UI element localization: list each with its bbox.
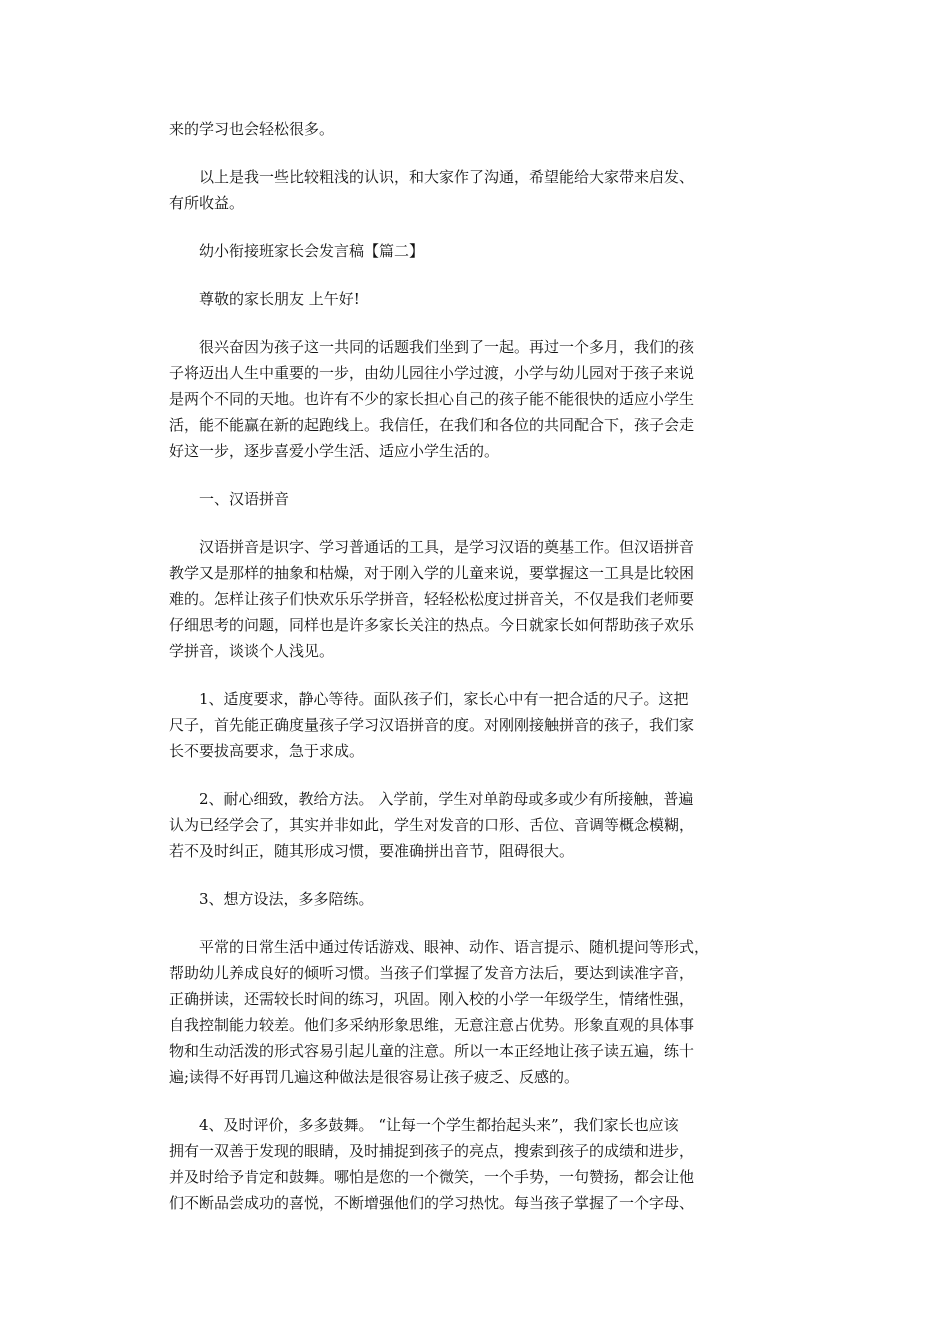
paragraph-pinyin: 汉语拼音是识字、学习普通话的工具，是学习汉语的奠基工作。但汉语拼音 教学又是那样的抽象和枯燥，对于刚入学的儿童来说，要掌握这一工具是比较困 难的。怎样让孩子们快欢乐乐学拼音，轻轻松松度过拼音关，不仅是我们老师要 仔细思考的问题，同样也是许多家长关注的热点。今日就家长如何帮助孩子欢乐 学拼音，谈谈个人浅见。 xyxy=(169,538,695,660)
heading-pinyin: 一、汉语拼音 xyxy=(199,490,290,508)
greeting: 尊敬的家长朋友 上午好! xyxy=(199,290,360,308)
paragraph-point-2: 2、耐心细致，教给方法。 入学前，学生对单韵母或多或少有所接触，普遍 认为已经学会了，其实并非如此，学生对发音的口形、舌位、音调等概念模糊， 若不及时纠正，随其形成习惯，要准确拼出音节，阻碍很大。 xyxy=(169,790,695,860)
section-title: 幼小衔接班家长会发言稿【篇二】 xyxy=(199,242,425,260)
document-page xyxy=(169,116,779,1238)
paragraph-point-4: 4、及时评价，多多鼓舞。 “让每一个学生都抬起头来”，我们家长也应该 拥有一双善于发现的眼睛，及时捕捉到孩子的亮点，搜索到孩子的成绩和进步， 并及时给予肯定和鼓舞。哪怕是您的一个微笑，一个手势，一句赞扬，都会让他 们不断品尝成功的喜悦，不断增强他们的学习热忱。每当孩子掌握了一个字母、 xyxy=(169,1116,695,1212)
paragraph-continuation: 来的学习也会轻松很多。 xyxy=(169,120,335,138)
paragraph-point-1: 1、适度要求，静心等待。面队孩子们，家长心中有一把合适的尺子。这把 尺子，首先能正确度量孩子学习汉语拼音的度。对刚刚接触拼音的孩子，我们家 长不要拔高要求，急于求成。 xyxy=(169,690,695,760)
paragraph-point-3: 3、想方设法，多多陪练。 xyxy=(199,890,374,908)
paragraph-closing: 以上是我一些比较粗浅的认识，和大家作了沟通，希望能给大家带来启发、 有所收益。 xyxy=(169,168,695,212)
paragraph-practice: 平常的日常生活中通过传话游戏、眼神、动作、语言提示、随机提问等形式， 帮助幼儿养成良好的倾听习惯。当孩子们掌握了发音方法后，要达到读准字音， 正确拼读，还需较长时间的练习，巩固。刚入校的小学一年级学生，情绪性强， 自我控制能力较差。他们多采纳形象思维，无意注意占优势。形象直观的具体事 物和生动活泼的形式容易引起儿童的注意。所以一本正经地让孩子读五遍，练十 遍;读得不好再罚几遍这种做法是很容易让孩子疲乏、反感的。 xyxy=(169,938,710,1086)
paragraph-intro: 很兴奋因为孩子这一共同的话题我们坐到了一起。再过一个多月，我们的孩 子将迈出人生中重要的一步，由幼儿园往小学过渡，小学与幼儿园对于孩子来说 是两个不同的天地。也许有不少的家长担心自己的孩子能不能很快的适应小学生 活，能不能赢在新的起跑线上。我信任，在我们和各位的共同配合下，孩子会走 好这一步，逐步喜爱小学生活、适应小学生活的。 xyxy=(169,338,695,460)
